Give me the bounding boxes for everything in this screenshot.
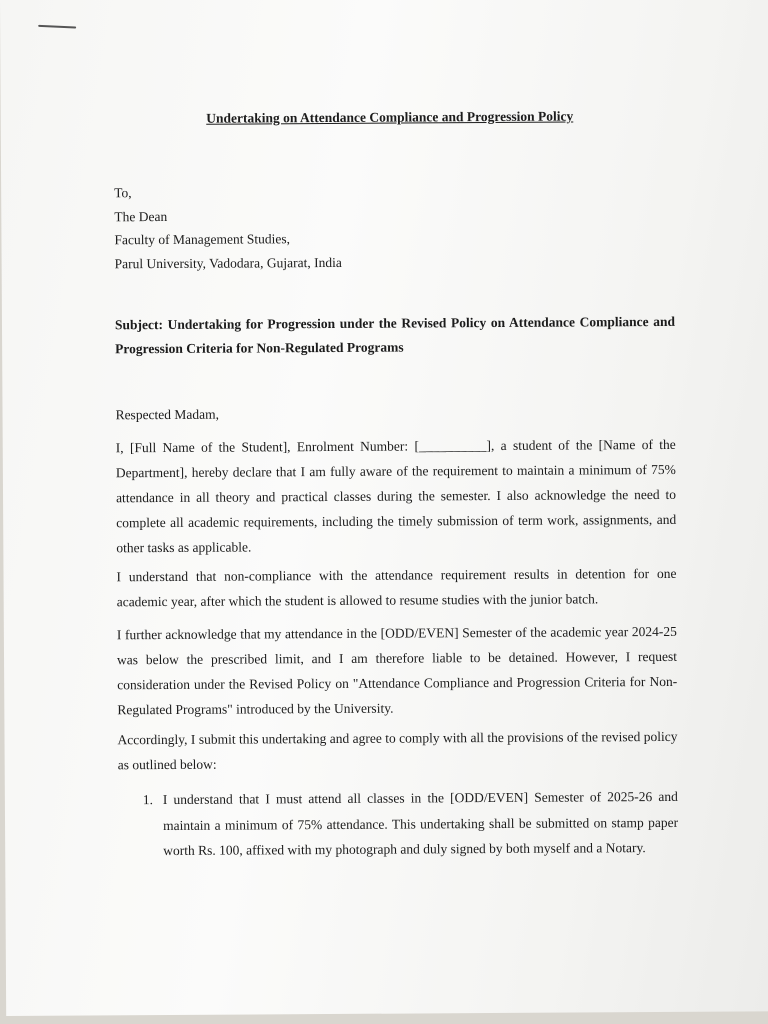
- document-title: Undertaking on Attendance Compliance and Progression Policy: [206, 108, 574, 126]
- paragraph-agreement: Accordingly, I submit this undertaking and agree to comply with all the provisions of the revised policy as outlined below:: [117, 728, 678, 773]
- list-item-number: 1.: [142, 792, 154, 808]
- address-to: To,: [114, 185, 132, 201]
- paragraph-declaration: I, [Full Name of the Student], Enrolment Number: [__________], a student of the [Name of the Department], hereby declare that I am fully aware of the requirement to maintain a minimum of 75% attendance in all theory and practical classes during the semester. I also acknowledge the need to complete all academic requirements, including the timely submission of term work, assignments, and other tasks as applicable.: [115, 436, 677, 556]
- address-recipient: The Dean: [114, 208, 168, 224]
- paragraph-acknowledgement: I further acknowledge that my attendance in the [ODD/EVEN] Semester of the academic year 2024-25 was below the prescribed limit, and I am therefore liable to be detained. However, I request consideration under the Revised Policy on "Attendance Compliance and Progression Criteria for Non-Regulated Programs" introduced by the University.: [116, 623, 678, 718]
- paragraph-detention: I understand that non-compliance with the attendance requirement results in detention for one academic year, after which the student is allowed to resume studies with the junior batch.: [116, 565, 677, 610]
- recipient-address: [114, 178, 675, 275]
- address-university: Parul University, Vadodara, Gujarat, India: [114, 254, 342, 271]
- list-item: [142, 784, 679, 859]
- list-item-text: I understand that I must attend all classes in the [ODD/EVEN] Semester of 2025-26 and maintain a minimum of 75% attendance. This undertaking shall be submitted on stamp paper worth Rs. 100, affixed with my photograph and duly signed by both myself and a Notary.: [162, 788, 679, 859]
- pen-mark: [38, 25, 76, 29]
- address-faculty: Faculty of Management Studies,: [114, 231, 290, 248]
- salutation: Respected Madam,: [115, 406, 220, 423]
- subject-line: Subject: Undertaking for Progression under the Revised Policy on Attendance Compliance and Progression Criteria for Non-Regulated Programs: [114, 313, 676, 357]
